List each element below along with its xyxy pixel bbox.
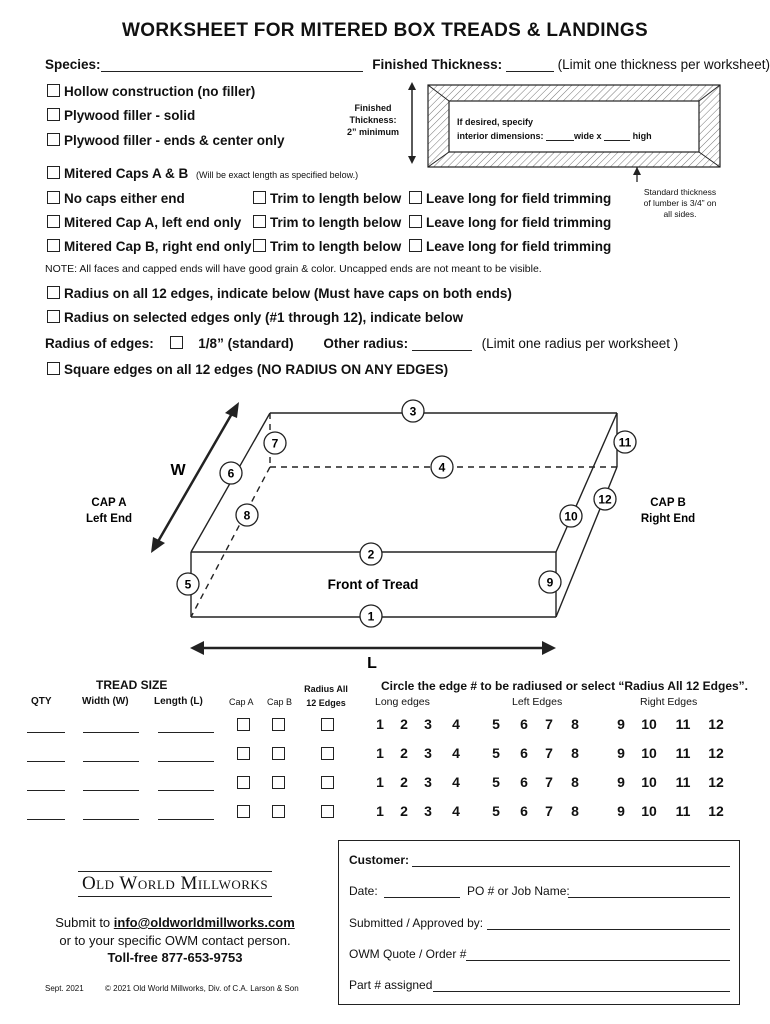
width-header: Width (W) [82, 696, 129, 707]
edge-choice[interactable]: 4 [452, 716, 460, 732]
interior-high-field[interactable] [604, 140, 630, 141]
customer-row [349, 853, 409, 867]
qty-field[interactable] [27, 732, 65, 733]
cap-option-label: No caps either end [64, 191, 185, 206]
part-label: Part # assigned [349, 978, 433, 992]
edge-choice[interactable]: 8 [571, 774, 579, 790]
trim-label: Trim to length below [270, 191, 402, 206]
width-field[interactable] [83, 819, 139, 820]
cap-b-checkbox[interactable] [272, 718, 285, 731]
interior-line1: If desired, specify [457, 117, 534, 127]
edge-choice[interactable]: 8 [571, 716, 579, 732]
date-field[interactable] [384, 897, 460, 898]
right-edges-label: Right Edges [640, 696, 698, 708]
checkbox[interactable] [47, 84, 60, 97]
radius-standard-label: 1/8” (standard) [198, 336, 294, 351]
edge-choice[interactable]: 5 [492, 774, 500, 790]
thickness-text: Thickness: [349, 115, 397, 125]
edge-choice[interactable]: 1 [376, 774, 384, 790]
front-of-tread-label: Front of Tread [327, 577, 419, 592]
cap-row-cap-b[interactable] [47, 239, 252, 254]
trim-label: Trim to length below [270, 215, 402, 230]
edge-choice[interactable]: 6 [520, 774, 528, 790]
qty-field[interactable] [27, 790, 65, 791]
edge-choice[interactable]: 9 [617, 745, 625, 761]
leave-label: Leave long for field trimming [426, 239, 612, 254]
cap-row-leave[interactable] [409, 215, 611, 230]
radius-all-checkbox[interactable] [321, 805, 334, 818]
length-field[interactable] [158, 732, 214, 733]
species-field[interactable] [101, 71, 363, 72]
email-link[interactable]: info@oldworldmillworks.com [113, 915, 295, 930]
edge-choice[interactable]: 10 [641, 716, 657, 732]
cap-row-trim[interactable] [253, 191, 401, 206]
edge-choice[interactable]: 7 [545, 803, 553, 819]
radius-all-header [296, 682, 356, 710]
edge-number: 12 [598, 492, 612, 507]
species-row [45, 57, 770, 72]
finished-thickness-field[interactable] [506, 71, 554, 72]
checkbox[interactable] [47, 108, 60, 121]
radius-all-header-line: 12 Edges [306, 698, 346, 708]
po-label: PO # or Job Name: [467, 884, 570, 898]
edge-choice[interactable]: 2 [400, 803, 408, 819]
option-label: Plywood filler - ends & center only [64, 133, 285, 148]
cap-a-sublabel: Left End [86, 513, 132, 525]
edge-number: 11 [618, 435, 632, 450]
checkbox[interactable] [47, 166, 60, 179]
edge-choice[interactable]: 3 [424, 774, 432, 790]
copyright: © 2021 Old World Millworks, Div. of C.A. Larson & Son [105, 984, 299, 993]
minimum-text: 2” minimum [346, 127, 399, 137]
edge-choice[interactable]: 6 [520, 745, 528, 761]
checkbox[interactable] [47, 286, 60, 299]
option-label: Plywood filler - solid [64, 108, 196, 123]
edge-number: 10 [564, 509, 578, 524]
option-plywood-solid[interactable] [47, 108, 195, 123]
edge-choice[interactable]: 11 [675, 745, 691, 761]
option-plywood-ends[interactable] [47, 133, 285, 148]
edge-choice[interactable]: 10 [641, 745, 657, 761]
edge-choice[interactable]: 7 [545, 745, 553, 761]
edge-choice[interactable]: 7 [545, 774, 553, 790]
checkbox[interactable] [47, 310, 60, 323]
edge-number-circles [177, 400, 636, 627]
interior-wide-field[interactable] [546, 140, 574, 141]
edge-choice[interactable]: 1 [376, 745, 384, 761]
radius-all-checkbox[interactable] [321, 718, 334, 731]
mitered-caps-label: Mitered Caps A & B [64, 166, 189, 181]
grain-note: NOTE: All faces and capped ends will have good grain & color. Uncapped ends are not meant to be visible. [45, 263, 542, 275]
circle-instruction: Circle the edge # to be radiused or select “Radius All 12 Edges”. [381, 679, 749, 693]
checkbox[interactable] [409, 215, 422, 228]
length-field[interactable] [158, 790, 214, 791]
edge-choice[interactable]: 4 [452, 774, 460, 790]
edge-choice[interactable]: 3 [424, 716, 432, 732]
cap-b-sublabel: Right End [640, 513, 696, 525]
toll-free: Toll-free 877-653-9753 [107, 950, 243, 965]
lumber-note-line: of lumber is 3/4” on [643, 198, 717, 208]
width-field[interactable] [83, 761, 139, 762]
edge-choice[interactable]: 11 [675, 803, 691, 819]
finished-thickness-label: Finished Thickness: [372, 57, 503, 72]
interior-line2-row [457, 131, 652, 141]
cap-a-header: Cap A [229, 697, 254, 707]
option-label: Hollow construction (no filler) [64, 84, 256, 99]
trim-label: Trim to length below [270, 239, 402, 254]
cap-row-trim[interactable] [253, 239, 401, 254]
cap-option-label: Mitered Cap B, right end only [64, 239, 252, 254]
interior-line2: interior dimensions: [457, 131, 544, 141]
width-field[interactable] [83, 790, 139, 791]
species-label: Species: [45, 57, 101, 72]
cap-b-checkbox[interactable] [272, 776, 285, 789]
edge-choice[interactable]: 11 [675, 716, 691, 732]
w-label: W [170, 462, 186, 479]
checkbox[interactable] [253, 215, 266, 228]
cap-a-checkbox[interactable] [237, 805, 250, 818]
lumber-note-line: Standard thickness [643, 187, 717, 197]
edge-choice[interactable]: 12 [708, 803, 724, 819]
edge-number: 6 [227, 466, 235, 481]
edge-choice[interactable]: 5 [492, 803, 500, 819]
radius-selected-label: Radius on selected edges only (#1 through 12), indicate below [64, 310, 464, 325]
checkbox[interactable] [47, 191, 60, 204]
edge-choice[interactable]: 2 [400, 774, 408, 790]
radius-all-header-line: Radius All [304, 684, 348, 694]
edge-number: 2 [367, 547, 375, 562]
other-radius-field[interactable] [412, 350, 472, 351]
cap-a-label: CAP A [91, 497, 127, 509]
cap-a-checkbox[interactable] [237, 776, 250, 789]
radius-of-edges-row [45, 336, 678, 351]
customer-label: Customer: [349, 853, 410, 867]
square-edges-label: Square edges on all 12 edges (NO RADIUS ON ANY EDGES) [64, 362, 449, 377]
edge-choice[interactable]: 5 [492, 716, 500, 732]
edge-number: 1 [367, 609, 375, 624]
cap-option-label: Mitered Cap A, left end only [64, 215, 242, 230]
edge-number: 4 [438, 460, 446, 475]
checkbox[interactable] [47, 239, 60, 252]
checkbox[interactable] [253, 239, 266, 252]
radius-limit-note: (Limit one radius per worksheet ) [481, 336, 679, 351]
cap-a-checkbox[interactable] [237, 747, 250, 760]
qty-field[interactable] [27, 761, 65, 762]
cap-b-header: Cap B [267, 697, 293, 707]
edge-choice[interactable]: 10 [641, 774, 657, 790]
edge-number: 5 [184, 577, 192, 592]
mitered-caps-option[interactable] [47, 166, 358, 181]
edge-choice[interactable]: 2 [400, 716, 408, 732]
radius-all-option[interactable] [47, 286, 512, 301]
finished-thickness-note-block [338, 102, 408, 138]
cap-row-leave[interactable] [409, 191, 611, 206]
radius-all-label: Radius on all 12 edges, indicate below (Must have caps on both ends) [64, 286, 512, 301]
long-edges-label: Long edges [375, 696, 430, 708]
edge-choice[interactable]: 8 [571, 745, 579, 761]
left-edges-label: Left Edges [512, 696, 563, 708]
length-header: Length (L) [154, 696, 203, 707]
po-field[interactable] [568, 897, 730, 898]
length-field[interactable] [158, 761, 214, 762]
finished-text: Finished [354, 103, 392, 113]
date-footer: Sept. 2021 [45, 984, 84, 993]
tread-diagram [0, 395, 770, 675]
cap-b-checkbox[interactable] [272, 805, 285, 818]
lumber-note-line: all sides. [663, 209, 697, 219]
edge-number: 7 [271, 436, 279, 451]
checkbox[interactable] [47, 215, 60, 228]
part-field[interactable] [433, 991, 730, 992]
lumber-note [620, 187, 740, 220]
edge-choice[interactable]: 6 [520, 803, 528, 819]
date-label: Date: [349, 884, 378, 898]
leave-label: Leave long for field trimming [426, 215, 612, 230]
checkbox[interactable] [409, 239, 422, 252]
edge-choice[interactable]: 9 [617, 803, 625, 819]
submitted-field[interactable] [487, 929, 730, 930]
square-edges-option[interactable] [47, 362, 448, 377]
edge-choice[interactable]: 11 [675, 774, 691, 790]
logo [45, 871, 305, 897]
qty-field[interactable] [27, 819, 65, 820]
edge-number: 3 [409, 404, 417, 419]
cap-row-no-caps[interactable] [47, 191, 185, 206]
radius-of-edges-label: Radius of edges: [45, 336, 154, 351]
l-label: L [367, 655, 377, 672]
radius-standard-checkbox[interactable] [170, 336, 183, 349]
edge-choice[interactable]: 1 [376, 716, 384, 732]
edge-choice[interactable]: 8 [571, 803, 579, 819]
checkbox[interactable] [409, 191, 422, 204]
quote-field[interactable] [466, 960, 730, 961]
edge-choice[interactable]: 10 [641, 803, 657, 819]
tread-size-label: TREAD SIZE [96, 678, 168, 692]
radius-all-checkbox[interactable] [321, 776, 334, 789]
customer-field[interactable] [412, 866, 730, 867]
checkbox[interactable] [253, 191, 266, 204]
edge-number: 8 [243, 508, 251, 523]
edge-choice[interactable]: 3 [424, 803, 432, 819]
radius-selected-option[interactable] [47, 310, 463, 325]
edge-choice[interactable]: 7 [545, 716, 553, 732]
checkbox[interactable] [47, 362, 60, 375]
edge-choice[interactable]: 5 [492, 745, 500, 761]
cap-a-checkbox[interactable] [237, 718, 250, 731]
high-label: high [632, 131, 652, 141]
cap-row-cap-a[interactable] [47, 215, 241, 230]
edge-choice[interactable]: 4 [452, 745, 460, 761]
finished-thickness-note: (Limit one thickness per worksheet) [557, 57, 770, 72]
cap-row-leave[interactable] [409, 239, 611, 254]
edge-choice[interactable]: 9 [617, 716, 625, 732]
edge-choice[interactable]: 12 [708, 774, 724, 790]
contact-line: or to your specific OWM contact person. [59, 933, 291, 948]
page-title: WORKSHEET FOR MITERED BOX TREADS & LANDINGS [122, 20, 648, 41]
checkbox[interactable] [47, 133, 60, 146]
cap-row-trim[interactable] [253, 215, 401, 230]
edge-choice[interactable]: 1 [376, 803, 384, 819]
cap-b-checkbox[interactable] [272, 747, 285, 760]
mitered-caps-note: (Will be exact length as specified below.) [196, 170, 359, 180]
logo-text: Old World Millworks [78, 871, 272, 897]
qty-header: QTY [31, 696, 52, 707]
radius-all-checkbox[interactable] [321, 747, 334, 760]
option-hollow[interactable] [47, 84, 255, 99]
quote-label: OWM Quote / Order # [349, 947, 467, 961]
edge-choice[interactable]: 12 [708, 745, 724, 761]
length-field[interactable] [158, 819, 214, 820]
edge-number: 9 [546, 575, 554, 590]
leave-label: Leave long for field trimming [426, 191, 612, 206]
cap-b-label: CAP B [650, 497, 686, 509]
submit-line [20, 915, 330, 930]
edge-choice[interactable]: 2 [400, 745, 408, 761]
edge-choice[interactable]: 6 [520, 716, 528, 732]
other-radius-label: Other radius: [323, 336, 409, 351]
submit-prefix: Submit to [55, 915, 114, 930]
submitted-label: Submitted / Approved by: [349, 916, 484, 930]
edge-choice[interactable]: 3 [424, 745, 432, 761]
edge-choice[interactable]: 4 [452, 803, 460, 819]
wide-label: wide x [574, 131, 602, 141]
edge-choice[interactable]: 9 [617, 774, 625, 790]
edge-choice[interactable]: 12 [708, 716, 724, 732]
width-field[interactable] [83, 732, 139, 733]
